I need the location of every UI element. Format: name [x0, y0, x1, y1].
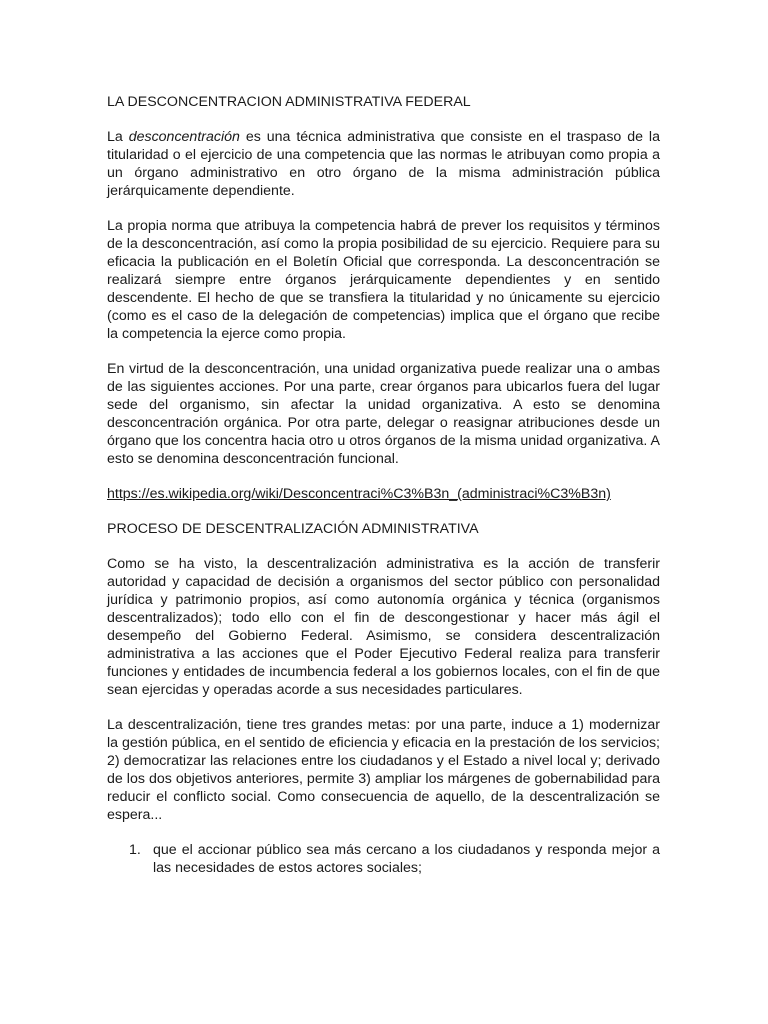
paragraph-definition-lead: La: [107, 129, 129, 145]
list-item-number: 1.: [129, 842, 141, 858]
paragraph-norma: La propia norma que atribuya la competencia habrá de prever los requisitos y términos de la desconcentración, así como la propia posibilidad de su ejercicio. Requiere para su eficacia la publicación en el Boletín Oficial que corresponda. La desconcentración se realizará siempre entre órganos jerárquicamente dependientes y en sentido descendente. El hecho de que se transfiera la titularidad y no únicamente su ejercicio (como es el caso de la delegación de competencias) implica que el órgano que recibe la competencia la ejerce como propia.: [107, 218, 660, 342]
wikipedia-link[interactable]: https://es.wikipedia.org/wiki/Desconcentraci%C3%B3n_(administraci%C3%B3n): [107, 486, 611, 502]
paragraph-definition-body: es una técnica administrativa que consiste en el traspaso de la titularidad o el ejercicio de una competencia que las normas le atribuyan como propia a un órgano administrativo en otro órgano de la misma administración pública jerárquicamente dependiente.: [107, 129, 660, 199]
paragraph-definition: [107, 128, 660, 200]
paragraph-descentralizacion: Como se ha visto, la descentralización administrativa es la acción de transferir autoridad y capacidad de decisión a organismos del sector público con personalidad jurídica y patrimonio propios, así como autonomía orgánica y técnica (organismos descentralizados); todo ello con el fin de descongestionar y hacer más ágil el desempeño del Gobierno Federal. Asimismo, se considera descentralización administrativa a las acciones que el Poder Ejecutivo Federal realiza para transferir funciones y entidades de incumbencia federal a los gobiernos locales, con el fin de que sean ejercidas y operadas acorde a sus necesidades particulares.: [107, 556, 660, 698]
paragraph-acciones: En virtud de la desconcentración, una unidad organizativa puede realizar una o ambas de las siguientes acciones. Por una parte, crear órganos para ubicarlos fuera del lugar sede del organismo, sin afectar la unidad organizativa. A esto se denomina desconcentración orgánica. Por otra parte, delegar o reasignar atribuciones desde un órgano que los concentra hacia otro u otros órganos de la misma unidad organizativa. A esto se denomina desconcentración funcional.: [107, 361, 660, 467]
list-item: [114, 841, 660, 877]
paragraph-metas: La descentralización, tiene tres grandes metas: por una parte, induce a 1) modernizar la gestión pública, en el sentido de eficiencia y eficacia en la prestación de los servicios; 2) democratizar las relaciones entre los ciudadanos y el Estado a nivel local y; derivado de los dos objetivos anteriores, permite 3) ampliar los márgenes de gobernabilidad para reducir el conflicto social. Como consecuencia de aquello, de la descentralización se espera...: [107, 717, 660, 823]
list-item-text: que el accionar público sea más cercano a los ciudadanos y responda mejor a las necesidades de estos actores sociales;: [153, 842, 660, 876]
document-title: LA DESCONCENTRACION ADMINISTRATIVA FEDERAL: [107, 94, 471, 110]
term-desconcentracion: desconcentración: [128, 129, 240, 145]
section-heading-descentralizacion: PROCESO DE DESCENTRALIZACIÓN ADMINISTRATIVA: [107, 521, 479, 537]
expectations-list: [107, 841, 660, 877]
document-page: [107, 93, 660, 877]
